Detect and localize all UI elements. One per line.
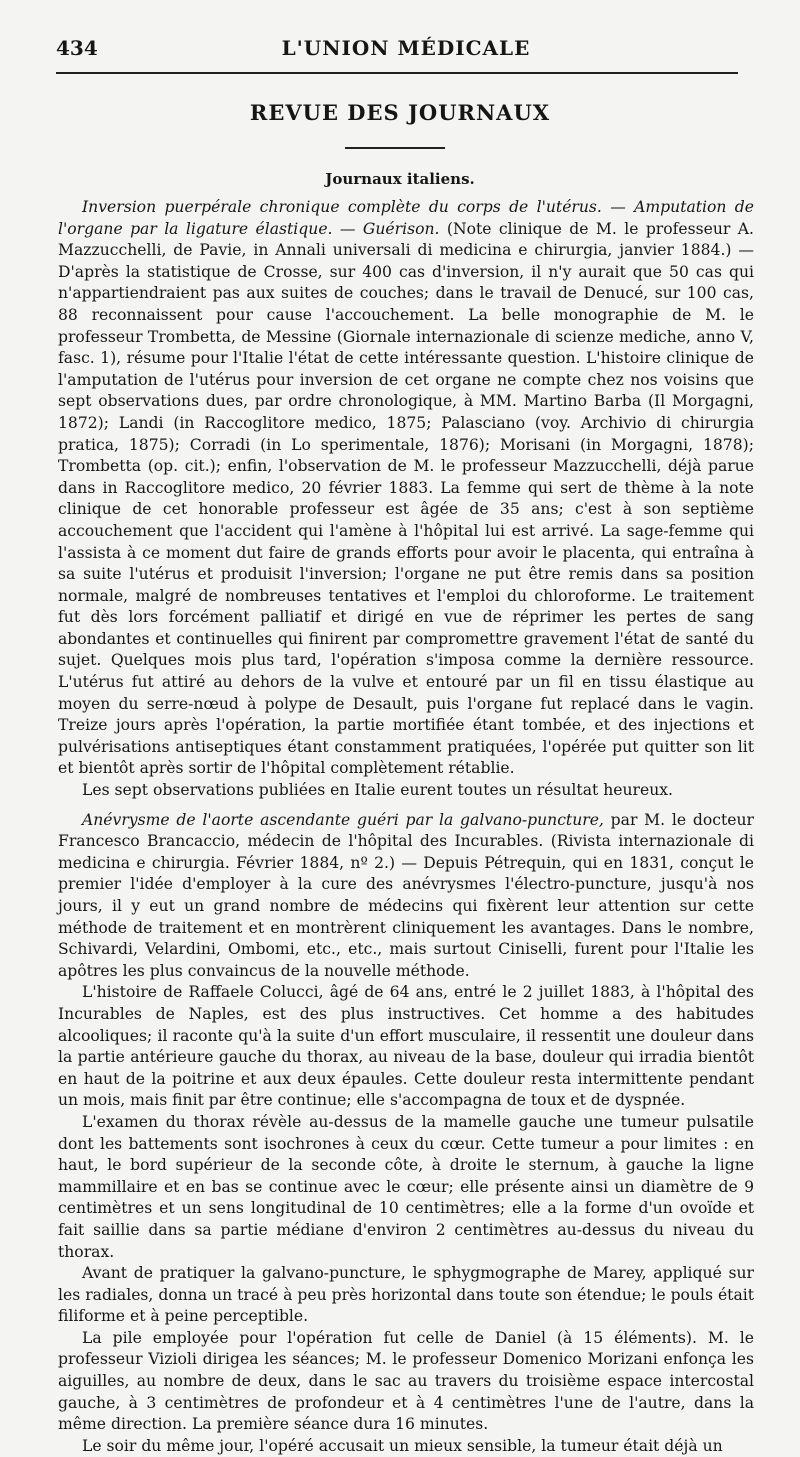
article-2-paragraph-6: Le soir du même jour, l'opéré accusait un mieux sensible, la tumeur était déjà un bbox=[82, 1436, 723, 1455]
section-rule bbox=[345, 147, 445, 149]
journal-name: L'UNION MÉDICALE bbox=[281, 36, 531, 60]
article-1-text-1: (Note clinique de M. le professeur A. Mazzucchelli, de Pavie, in Annali universali di medicina e chirurgia, janvier 1884.) — D'après la statistique de Crosse, sur 400 cas d'inversion, il n'y aurait que 50 cas qui n'appartiendraient pas aux suites de couches; dans le travail de Denucé, sur 100 cas, 88 reconnaissent pour cause l'accouchement. La belle monographie de M. le professeur Trombetta, de Messine (Giornale internazionale di scienze mediche, anno V, fasc. 1), résume pour l'Italie l'état de cette intéressante question. L'histoire clinique de l'amputation de l'utérus pour inversion de cet organe ne compte chez nos voisins que sept observations dues, par ordre chronologique, à MM. Martino Barba (Il Morgagni, 1872); Landi (in Raccoglitore medico, 1875; Palasciano (voy. Archivio di chirurgia pratica, 1875); Corradi (in Lo sperimentale, 1876); Morisani (in Morgagni, 1878); Trombetta (op. cit.); enfin, l'observation de M. le professeur Mazzucchelli, déjà parue dans in Raccoglitore medico, 20 février 1883. La femme qui sert de thème à la note clinique de cet honorable professeur est âgée de 35 ans; c'est à son septième accouchement que l'accident qui l'amène à l'hôpital lui est arrivé. La sage-femme qui l'assista à ce moment dut faire de grands efforts pour avoir le placenta, qui entraîna à sa suite l'utérus et produisit l'inversion; l'organe ne put être remis dans sa position normale, malgré de nombreuses tentatives et l'emploi du chloroforme. Le traitement fut dès lors forcément palliatif et dirigé en vue de réprimer les pertes de sang abondantes et continuelles qui finirent par compromettre gravement l'état de santé du sujet. Quelques mois plus tard, l'opération s'imposa comme la dernière ressource. L'utérus fut attiré au dehors de la vulve et entouré par un fil en tissu élastique au moyen du serre-nœud à polype de Desault, puis l'organe fut replacé dans le vagin. Treize jours après l'opération, la partie mortifiée étant tombée, et des injections et pulvérisations antiseptiques étant constamment pratiquées, l'opérée put quitter son lit et bientôt après sortir de l'hôpital complètement rétablie. bbox=[58, 219, 754, 778]
running-head bbox=[56, 36, 756, 64]
article-2-paragraph-2: L'histoire de Raffaele Colucci, âgé de 64 ans, entré le 2 juillet 1883, à l'hôpital des Incurables de Naples, est des plus instructives. Cet homme a des habitudes alcooliques; il raconte qu'à la suite d'un effort musculaire, il ressentit une douleur dans la partie antérieure gauche du thorax, au niveau de la base, douleur qui irradia bientôt en haut de la poitrine et aux deux épaules. Cette douleur resta intermittente pendant un mois, mais finit par être continue; elle s'accompagna de toux et de dyspnée. bbox=[58, 983, 754, 1110]
article-1-title: Inversion puerpérale chronique complète du corps de l'utérus. — Amputation de l'organe par la ligature élastique. — Guérison. bbox=[58, 198, 754, 238]
article-2-paragraph-1 bbox=[58, 810, 754, 983]
article-2-paragraph-3: L'examen du thorax révèle au-dessus de la mamelle gauche une tumeur pulsatile dont les battements sont isochrones à ceux du cœur. Cette tumeur a pour limites : en haut, le bord supérieur de la seconde côte, à droite le sternum, à gauche la ligne mammillaire et en bas se continue avec le cœur; elle présente ainsi un diamètre de 9 centimètres et un sens longitudinal de 10 centimètres; elle a la forme d'un ovoïde et fait saillie dans sa partie médiane d'environ 2 centimètres au-dessus du niveau du thorax. bbox=[58, 1112, 754, 1261]
article-2-title: Anévrysme de l'aorte ascendante guéri par la galvano-puncture, bbox=[82, 810, 604, 829]
article-1-paragraph-2: Les sept observations publiées en Italie eurent toutes un résultat heureux. bbox=[82, 781, 674, 800]
header-rule bbox=[56, 72, 738, 74]
article-2-paragraph-4: Avant de pratiquer la galvano-puncture, le sphygmographe de Marey, appliqué sur les radiales, donna un tracé à peu près horizontal dans toute son étendue; le pouls était filiforme et à peine perceptible. bbox=[58, 1264, 754, 1326]
article-1-paragraph-1 bbox=[58, 197, 754, 780]
article-2-text-1: par M. le docteur Francesco Brancaccio, médecin de l'hôpital des Incurables. (Rivista internazionale di medicina e chirurgia. Février 1884, nº 2.) — Depuis Pétrequin, qui en 1831, conçut le premier l'idée d'employer à la cure des anévrysmes l'électro-puncture, jusqu'à nos jours, il y eut un grand nombre de médecins qui fixèrent leur attention sur cette méthode de traitement et en montrèrent cliniquement les avantages. Dans le nombre, Schivardi, Velardini, Ombomi, etc., etc., mais surtout Ciniselli, furent pour l'Italie les apôtres les plus convaincus de la nouvelle méthode. bbox=[58, 810, 754, 980]
page-number: 434 bbox=[56, 36, 98, 60]
article-2-paragraph-5: La pile employée pour l'opération fut celle de Daniel (à 15 éléments). M. le professeur Vizioli dirigea les séances; M. le professeur Domenico Morizani enfonça les aiguilles, au nombre de deux, dans le sac au travers du troisième espace intercostal gauche, à 3 centimètres de profondeur et à 4 centimètres l'une de l'autre, dans la même direction. La première séance dura 16 minutes. bbox=[58, 1328, 754, 1434]
article-body bbox=[58, 197, 754, 1457]
section-title: REVUE DES JOURNAUX bbox=[249, 100, 551, 125]
subsection-title: Journaux italiens. bbox=[325, 170, 475, 188]
